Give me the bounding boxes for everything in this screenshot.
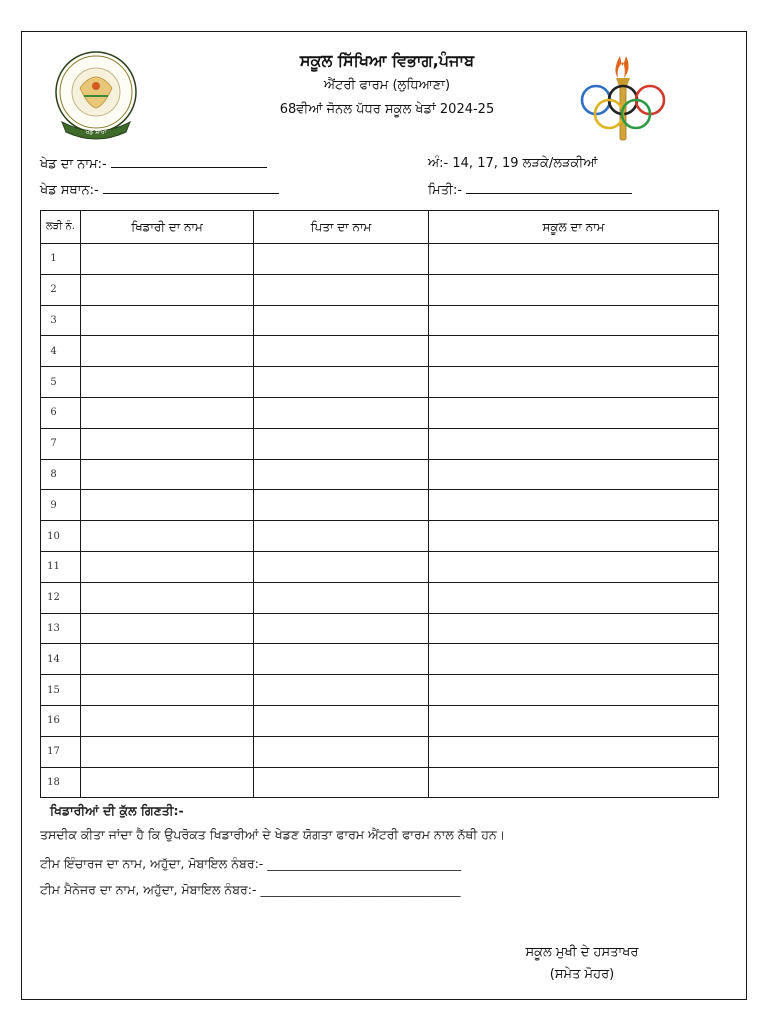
row-serial-cell: 5 <box>41 367 81 398</box>
school-name-cell[interactable] <box>429 521 719 552</box>
table-header-row <box>41 211 719 244</box>
venue-label: ਖੇਡ ਸਥਾਨ:- <box>40 183 99 198</box>
total-players-label: ਖਿਡਾਰੀਆਂ ਦੀ ਕੁੱਲ ਗਿਣਤੀ:- <box>50 803 184 818</box>
player-name-cell[interactable] <box>81 428 254 459</box>
player-name-cell[interactable] <box>81 459 254 490</box>
row-serial-cell: 2 <box>41 274 81 305</box>
table-row <box>41 274 719 305</box>
row-serial-cell: 9 <box>41 490 81 521</box>
certification-text: ਤਸਦੀਕ ਕੀਤਾ ਜਾਂਦਾ ਹੈ ਕਿ ਉਪਰੋਕਤ ਖਿਡਾਰੀਆਂ ਦੇ ਖੇਡਣ ਯੋਗਤਾ ਫਾਰਮ ਐਂਟਰੀ ਫਾਰਮ ਨਾਲ ਨੱਥੀ ਹਨ। <box>40 827 506 842</box>
player-name-cell[interactable] <box>81 582 254 613</box>
father-name-cell[interactable] <box>254 675 429 706</box>
school-name-cell[interactable] <box>429 675 719 706</box>
row-serial-cell: 16 <box>41 705 81 736</box>
father-name-cell[interactable] <box>254 244 429 275</box>
row-serial-cell: 8 <box>41 459 81 490</box>
father-name-cell[interactable] <box>254 336 429 367</box>
school-name-cell[interactable] <box>429 244 719 275</box>
player-name-cell[interactable] <box>81 244 254 275</box>
row-serial-cell: 18 <box>41 767 81 798</box>
father-name-cell[interactable] <box>254 613 429 644</box>
table-row <box>41 705 719 736</box>
school-name-cell[interactable] <box>429 736 719 767</box>
father-name-cell[interactable] <box>254 490 429 521</box>
col-school-name-header: ਸਕੂਲ ਦਾ ਨਾਮ <box>429 211 719 244</box>
player-name-cell[interactable] <box>81 336 254 367</box>
player-name-cell[interactable] <box>81 305 254 336</box>
table-row <box>41 397 719 428</box>
table-row <box>41 459 719 490</box>
school-name-cell[interactable] <box>429 490 719 521</box>
row-serial-cell: 11 <box>41 551 81 582</box>
school-name-cell[interactable] <box>429 274 719 305</box>
table-row <box>41 244 719 275</box>
age-group-field <box>428 156 597 171</box>
row-serial-cell: 4 <box>41 336 81 367</box>
player-name-cell[interactable] <box>81 767 254 798</box>
player-name-cell[interactable] <box>81 613 254 644</box>
school-name-cell[interactable] <box>429 644 719 675</box>
title-block <box>192 48 582 122</box>
table-row <box>41 613 719 644</box>
venue-field[interactable] <box>40 182 279 198</box>
school-name-cell[interactable] <box>429 613 719 644</box>
father-name-cell[interactable] <box>254 305 429 336</box>
punjab-khed-vibhag-seal-icon <box>48 48 144 144</box>
table-row <box>41 644 719 675</box>
form-subtitle: ਐਂਟਰੀ ਫਾਰਮ (ਲੁਧਿਆਣਾ) <box>323 78 451 93</box>
player-name-cell[interactable] <box>81 521 254 552</box>
father-name-cell[interactable] <box>254 705 429 736</box>
father-name-cell[interactable] <box>254 367 429 398</box>
school-name-cell[interactable] <box>429 305 719 336</box>
game-name-line[interactable] <box>111 156 267 168</box>
school-name-cell[interactable] <box>429 705 719 736</box>
entry-table <box>40 210 719 798</box>
game-name-label: ਖੇਡ ਦਾ ਨਾਮ:- <box>40 157 107 172</box>
date-label: ਮਿਤੀ:- <box>428 183 463 198</box>
player-name-cell[interactable] <box>81 397 254 428</box>
row-serial-cell: 3 <box>41 305 81 336</box>
event-title: 68ਵੀਆਂ ਜੋਨਲ ਪੱਧਰ ਸਕੂਲ ਖੇਡਾਂ 2024-25 <box>279 102 495 117</box>
col-father-name-header: ਪਿਤਾ ਦਾ ਨਾਮ <box>254 211 429 244</box>
player-name-cell[interactable] <box>81 705 254 736</box>
father-name-cell[interactable] <box>254 521 429 552</box>
table-row <box>41 336 719 367</box>
col-player-name-header: ਖਿਡਾਰੀ ਦਾ ਨਾਮ <box>81 211 254 244</box>
age-group-label: ਅੰ:- 14, 17, 19 ਲੜਕੇ/ਲੜਕੀਆਂ <box>428 156 598 171</box>
table-row <box>41 675 719 706</box>
team-manager-field[interactable]: ਟੀਮ ਮੈਨੇਜਰ ਦਾ ਨਾਮ, ਅਹੁੱਦਾ, ਮੋਬਾਇਲ ਨੰਬਰ:- ________________________________ <box>40 882 461 897</box>
row-serial-cell: 7 <box>41 428 81 459</box>
table-row <box>41 551 719 582</box>
father-name-cell[interactable] <box>254 459 429 490</box>
signature-block <box>492 942 672 986</box>
form-frame <box>21 31 747 1000</box>
date-field[interactable] <box>428 182 632 198</box>
father-name-cell[interactable] <box>254 428 429 459</box>
row-serial-cell: 15 <box>41 675 81 706</box>
player-name-cell[interactable] <box>81 675 254 706</box>
olympic-torch-rings-icon <box>576 52 670 144</box>
school-name-cell[interactable] <box>429 336 719 367</box>
player-name-cell[interactable] <box>81 367 254 398</box>
seal-ribbon-text: ਖੇਡ ਸ਼ਾਖਾ <box>85 129 107 136</box>
school-name-cell[interactable] <box>429 428 719 459</box>
player-name-cell[interactable] <box>81 736 254 767</box>
form-header <box>22 32 746 152</box>
team-incharge-field[interactable]: ਟੀਮ ਇੰਚਾਰਜ ਦਾ ਨਾਮ, ਅਹੁੱਦਾ, ਮੋਬਾਇਲ ਨੰਬਰ:- _______________________________ <box>40 856 462 871</box>
father-name-cell[interactable] <box>254 736 429 767</box>
father-name-cell[interactable] <box>254 767 429 798</box>
school-name-cell[interactable] <box>429 767 719 798</box>
table-row <box>41 305 719 336</box>
player-name-cell[interactable] <box>81 490 254 521</box>
school-name-cell[interactable] <box>429 551 719 582</box>
date-line[interactable] <box>466 182 632 194</box>
table-row <box>41 428 719 459</box>
school-name-cell[interactable] <box>429 367 719 398</box>
table-body <box>41 244 719 798</box>
game-name-field[interactable] <box>40 156 267 172</box>
row-serial-cell: 10 <box>41 521 81 552</box>
school-name-cell[interactable] <box>429 459 719 490</box>
table-row <box>41 767 719 798</box>
row-serial-cell: 6 <box>41 397 81 428</box>
table-row <box>41 521 719 552</box>
table-row <box>41 490 719 521</box>
player-name-cell[interactable] <box>81 644 254 675</box>
row-serial-cell: 12 <box>41 582 81 613</box>
father-name-cell[interactable] <box>254 274 429 305</box>
father-name-cell[interactable] <box>254 582 429 613</box>
row-serial-cell: 1 <box>41 244 81 275</box>
venue-line[interactable] <box>103 182 279 194</box>
row-serial-cell: 17 <box>41 736 81 767</box>
school-name-cell[interactable] <box>429 397 719 428</box>
father-name-cell[interactable] <box>254 644 429 675</box>
father-name-cell[interactable] <box>254 551 429 582</box>
principal-signature-label: ਸਕੂਲ ਮੁਖੀ ਦੇ ਹਸਤਾਖਰ <box>525 945 639 960</box>
page-title: ਸਕੂਲ ਸਿੱਖਿਆ ਵਿਭਾਗ,ਪੰਜਾਬ <box>299 51 475 70</box>
father-name-cell[interactable] <box>254 397 429 428</box>
row-serial-cell: 13 <box>41 613 81 644</box>
player-name-cell[interactable] <box>81 274 254 305</box>
seal-label: (ਸਮੇਤ ਮੋਹਰ) <box>549 967 615 982</box>
col-serial-header: ਲੜੀ ਨੰ. <box>41 211 81 244</box>
table-row <box>41 736 719 767</box>
row-serial-cell: 14 <box>41 644 81 675</box>
table-row <box>41 582 719 613</box>
school-name-cell[interactable] <box>429 582 719 613</box>
table-row <box>41 367 719 398</box>
player-name-cell[interactable] <box>81 551 254 582</box>
